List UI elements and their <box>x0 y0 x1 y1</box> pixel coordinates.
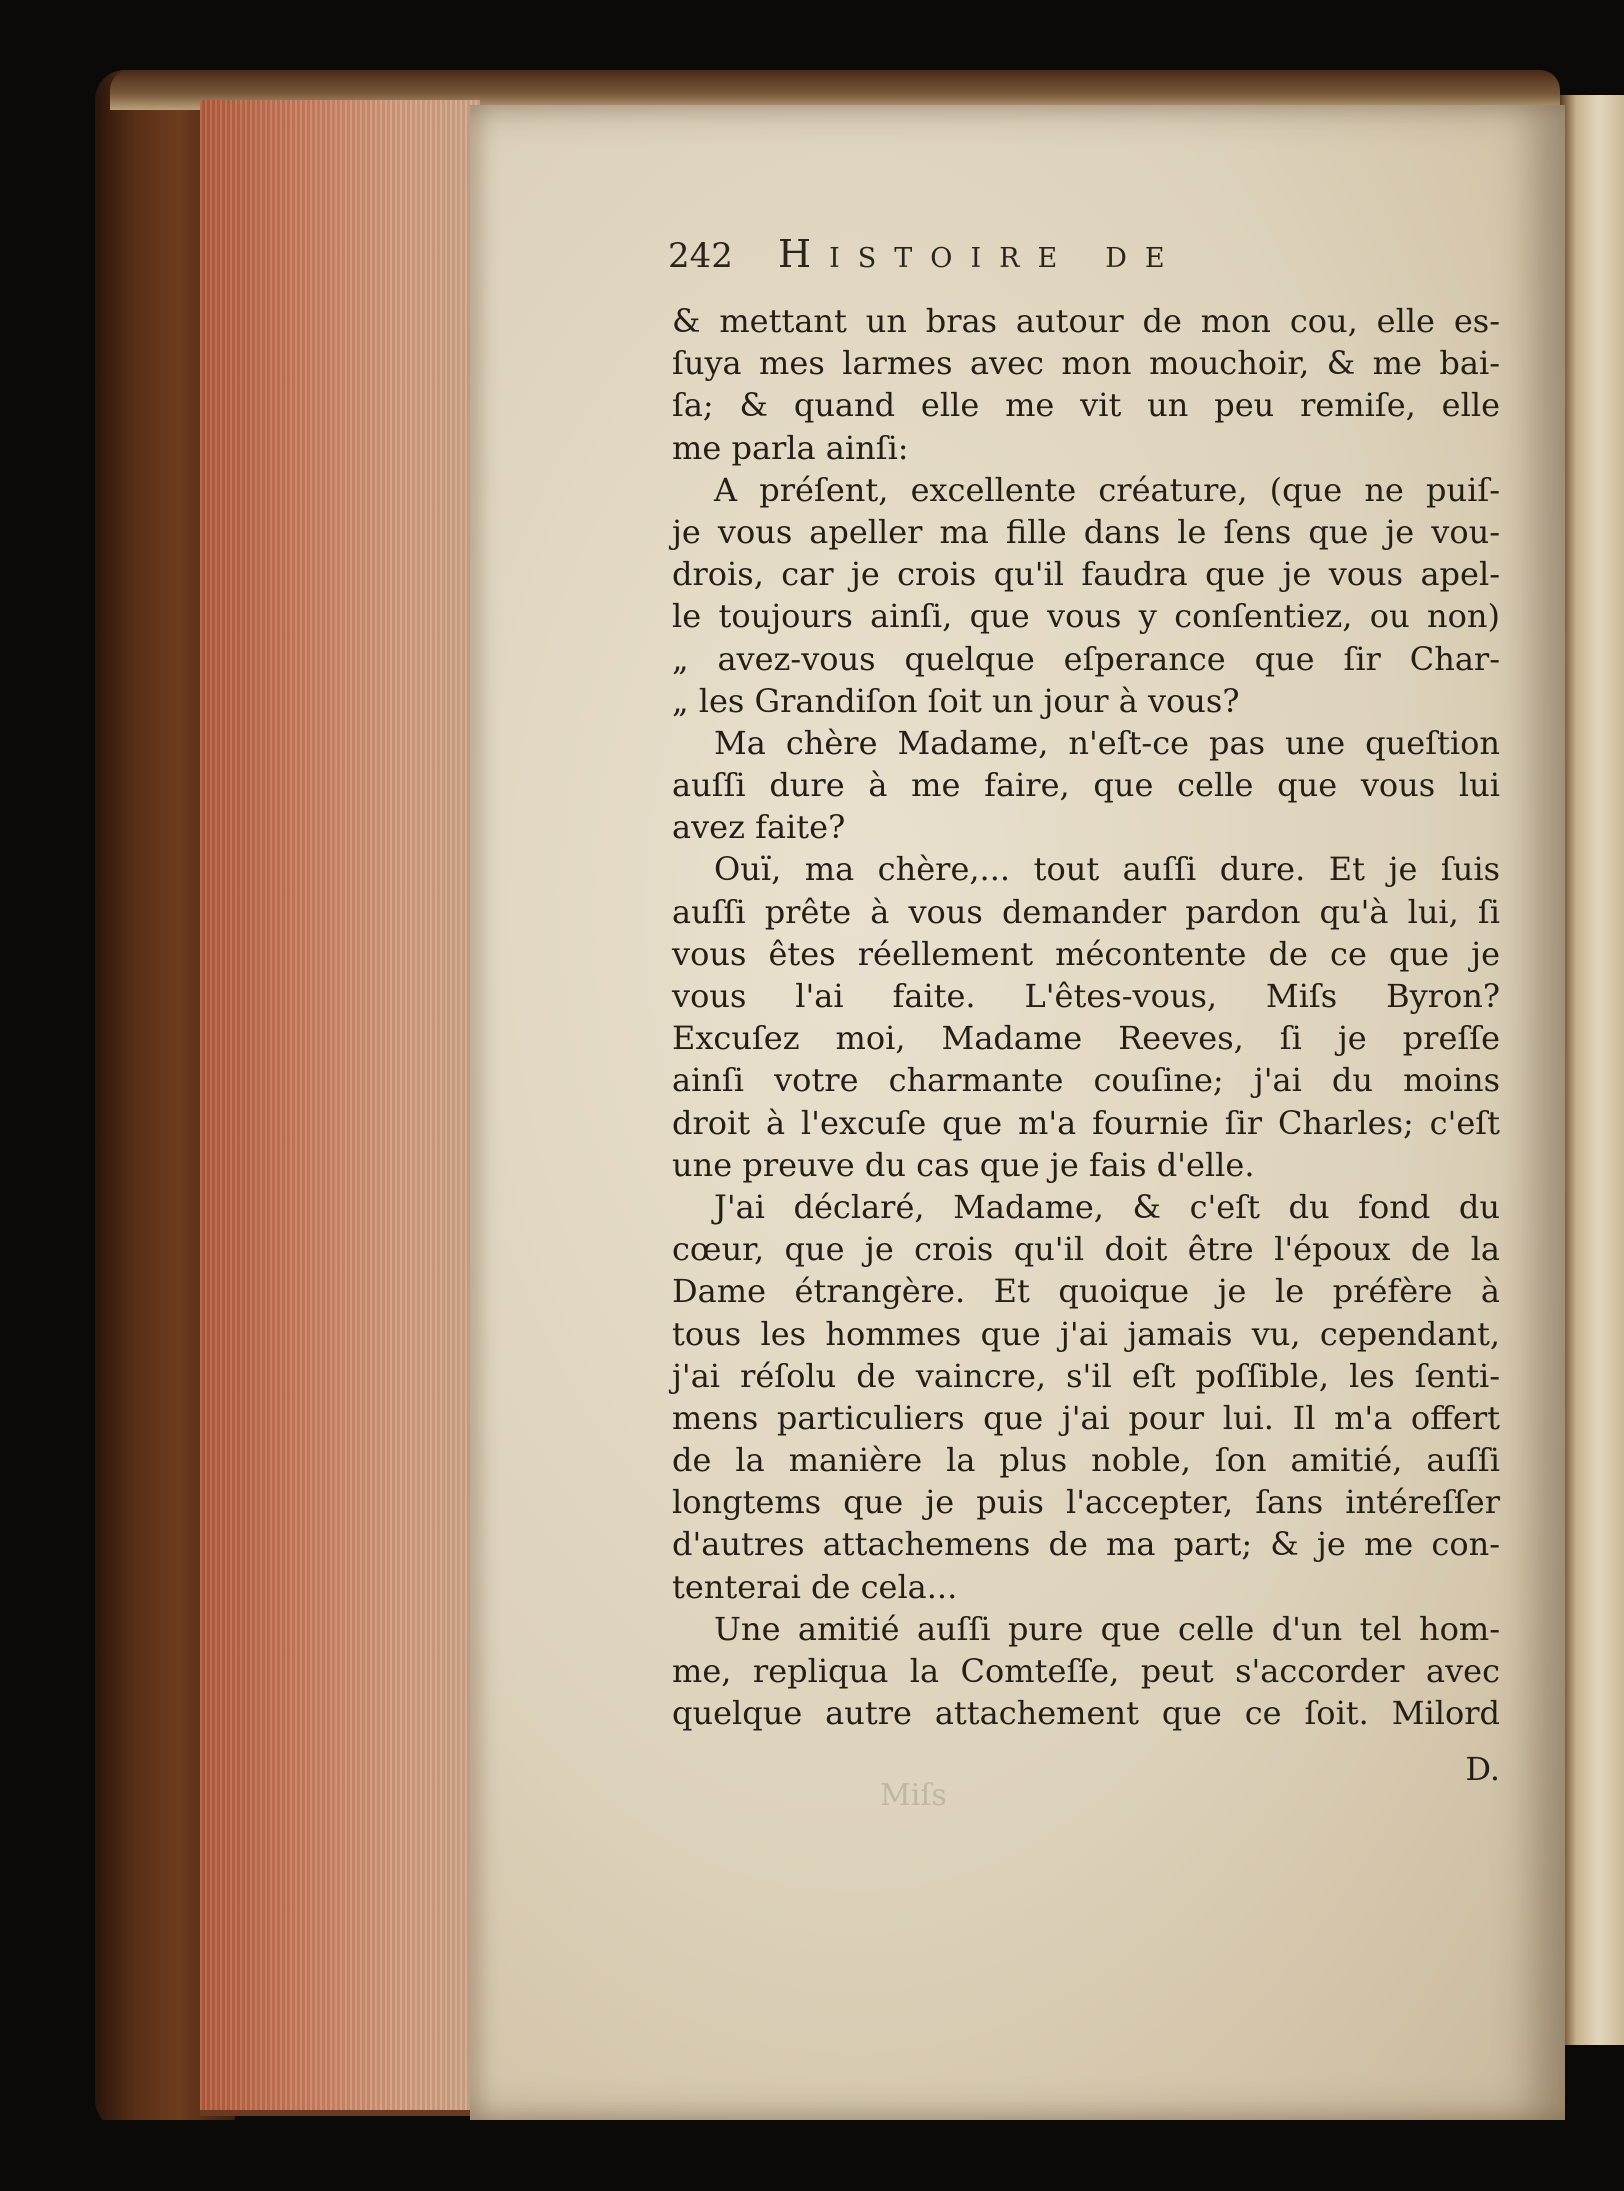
page-number: 242 <box>668 236 733 276</box>
text-line: & mettant un bras autour de mon cou, elle es- <box>672 302 1500 340</box>
text-line: de la manière la plus noble, ſon amitié, auſſi <box>672 1441 1500 1480</box>
text-line: vous êtes réellement mécontente de ce que je <box>672 934 1500 973</box>
text-line: auſſi dure à me faire, que celle que vous lui <box>672 766 1500 805</box>
text-line: me parla ainſi: <box>672 428 909 467</box>
bottom-shadow <box>95 2120 1624 2191</box>
text-line: une preuve du cas que je fais d'elle. <box>672 1145 1255 1184</box>
text-line: vous l'ai faite. L'êtes-vous, Miſs Byron? <box>672 977 1500 1015</box>
text-line: ainſi votre charmante couſine; j'ai du moins <box>672 1061 1500 1100</box>
text-line: Ouï, ma chère,... tout auſſi dure. Et je ſuis <box>714 850 1500 889</box>
page-edges <box>200 100 480 2116</box>
running-title: Histoire de <box>778 232 1183 276</box>
text-line: tenterai de cela... <box>672 1567 958 1606</box>
text-line: d'autres attachemens de ma part; & je me con- <box>672 1525 1500 1564</box>
show-through-text: Miſs <box>880 1778 947 1813</box>
text-line: auſſi prête à vous demander pardon qu'à lui, ſi <box>672 892 1500 931</box>
text-line: Dame étrangère. Et quoique je le préfère à <box>672 1272 1500 1311</box>
text-line: Excuſez moi, Madame Reeves, ſi je preſſe <box>672 1019 1500 1058</box>
text-line: cœur, que je crois qu'il doit être l'époux de la <box>672 1230 1500 1269</box>
text-line: tous les hommes que j'ai jamais vu, cependant, <box>672 1314 1500 1353</box>
text-line: ſuya mes larmes avec mon mouchoir, & me bai- <box>672 344 1500 383</box>
text-line: mens particuliers que j'ai pour lui. Il m'a offert <box>672 1398 1500 1437</box>
text-line: quelque autre attachement que ce ſoit. Milord <box>672 1694 1500 1733</box>
running-head <box>668 232 1348 292</box>
facing-page-edge <box>1560 95 1624 2045</box>
text-line: avez faite? <box>672 808 846 847</box>
text-line: Une amitié auſſi pure que celle d'un tel hom- <box>714 1609 1500 1648</box>
text-line: ſa; & quand elle me vit un peu remiſe, elle <box>672 386 1500 425</box>
text-line: droit à l'excuſe que m'a fournie ſir Charles; c'eſt <box>672 1103 1500 1142</box>
text-line: Ma chère Madame, n'eſt-ce pas une queſtion <box>714 723 1500 762</box>
text-line: je vous apeller ma fille dans le ſens que je vou- <box>672 512 1500 551</box>
text-line: „ avez-vous quelque eſperance que ſir Char- <box>672 639 1500 678</box>
text-line: drois, car je crois qu'il faudra que je vous apel- <box>672 555 1500 594</box>
catchword: D. <box>1465 1750 1500 1788</box>
text-line: j'ai réſolu de vaincre, s'il eſt poſſible, les ſenti- <box>672 1356 1500 1395</box>
text-line: A préſent, excellente créature, (que ne puiſ- <box>714 470 1500 509</box>
text-line: longtems que je puis l'accepter, ſans intéreſſer <box>672 1483 1500 1522</box>
body-text <box>672 300 1500 1734</box>
text-line: le toujours ainſi, que vous y conſentiez, ou non) <box>672 597 1500 636</box>
text-line: J'ai déclaré, Madame, & c'eſt du fond du <box>714 1187 1500 1226</box>
text-line: „ les Grandiſon ſoit un jour à vous? <box>672 681 1240 720</box>
text-line: me, repliqua la Comteſſe, peut s'accorder avec <box>672 1652 1500 1690</box>
